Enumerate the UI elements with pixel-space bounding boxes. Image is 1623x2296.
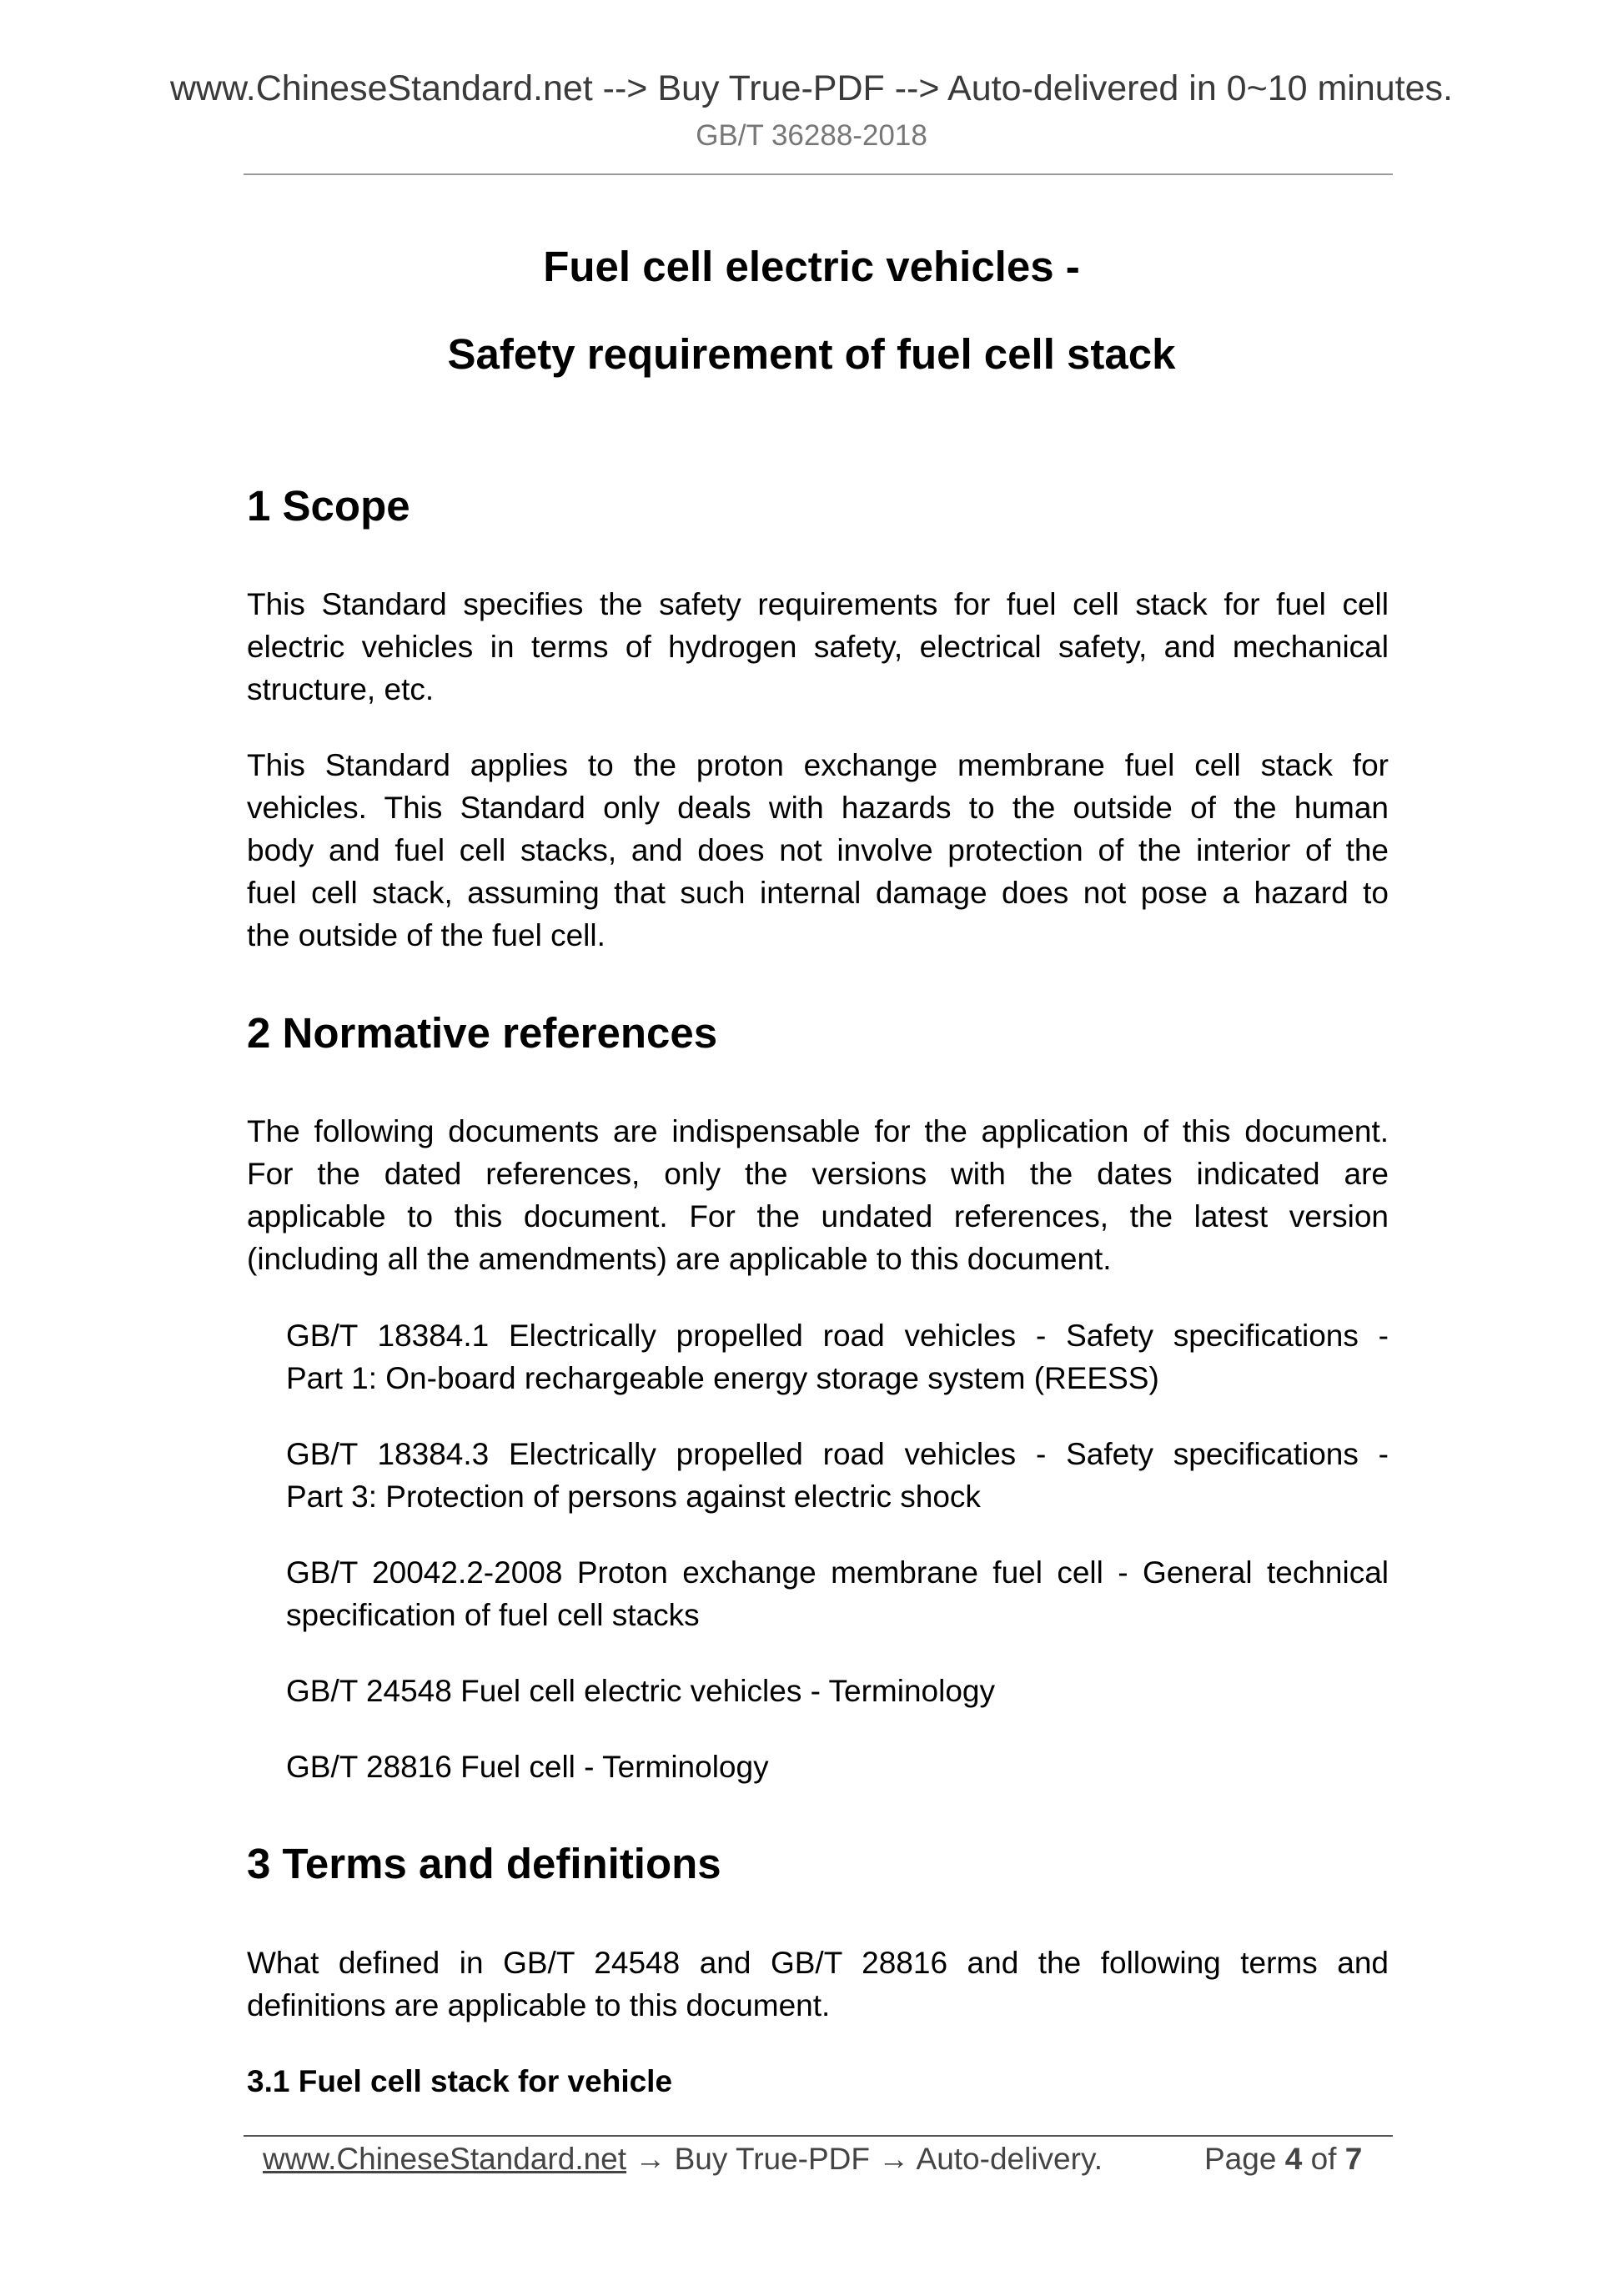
scope-paragraph-1 — [247, 583, 1389, 711]
text-line: specification of fuel cell stacks — [286, 1598, 700, 1632]
scope-paragraph-2 — [247, 744, 1389, 957]
terms-paragraph — [247, 1942, 1389, 2027]
text-line: (including all the amendments) are applicable to this document. — [247, 1242, 1112, 1276]
text-line: GB/T 20042.2-2008 Proton exchange membrane fuel cell - General technical — [286, 1555, 1389, 1590]
text-line: For the dated references, only the versions with the dates indicated are — [247, 1157, 1389, 1191]
text-line: This Standard specifies the safety requirements for fuel cell stack for fuel cell — [247, 587, 1389, 621]
text-line: structure, etc. — [247, 672, 435, 706]
footer-text: → Buy True-PDF → Auto-delivery. — [626, 2142, 1103, 2176]
text-line: This Standard applies to the proton exchange membrane fuel cell stack for — [247, 748, 1389, 782]
reference-item — [286, 1433, 1389, 1518]
normative-paragraph — [247, 1110, 1389, 1280]
text-line: electric vehicles in terms of hydrogen safety, electrical safety, and mechanical — [247, 630, 1389, 664]
title-line-1: Fuel cell electric vehicles - — [543, 243, 1080, 290]
text-line: GB/T 18384.3 Electrically propelled road vehicles - Safety specifications - — [286, 1437, 1389, 1471]
section-3-heading: 3 Terms and definitions — [247, 1840, 721, 1887]
text-line: Part 3: Protection of persons against electric shock — [286, 1480, 981, 1514]
page-label: Page — [1204, 2142, 1277, 2176]
reference-item — [286, 1314, 1389, 1399]
title-line-2: Safety requirement of fuel cell stack — [447, 330, 1176, 378]
text-line: body and fuel cell stacks, and does not involve protection of the interior of the — [247, 833, 1389, 867]
section-2-heading: 2 Normative references — [247, 1009, 718, 1057]
reference-item — [286, 1746, 1389, 1788]
standard-code: GB/T 36288-2018 — [696, 119, 927, 152]
page-indicator — [1204, 2138, 1362, 2180]
footer-promo — [263, 2138, 1103, 2180]
text-line: GB/T 28816 Fuel cell - Terminology — [286, 1750, 769, 1784]
text-line: GB/T 24548 Fuel cell electric vehicles - Terminology — [286, 1674, 996, 1708]
text-line: definitions are applicable to this document. — [247, 1988, 831, 2022]
text-line: What defined in GB/T 24548 and GB/T 28816 and the following terms and — [247, 1946, 1389, 1980]
footer-link[interactable]: www.ChineseStandard.net — [263, 2142, 627, 2176]
section-1-heading: 1 Scope — [247, 482, 410, 530]
header-banner: www.ChineseStandard.net --> Buy True-PDF --> Auto-delivered in 0~10 minutes. — [169, 68, 1453, 108]
text-line: The following documents are indispensable for the application of this document. — [247, 1114, 1389, 1148]
text-line: vehicles. This Standard only deals with hazards to the outside of the human — [247, 791, 1389, 825]
text-line: GB/T 18384.1 Electrically propelled road vehicles - Safety specifications - — [286, 1319, 1389, 1353]
text-line: fuel cell stack, assuming that such internal damage does not pose a hazard to — [247, 876, 1389, 910]
subsection-3-1-heading: 3.1 Fuel cell stack for vehicle — [247, 2064, 673, 2098]
text-line: the outside of the fuel cell. — [247, 918, 605, 952]
total-pages: 7 — [1344, 2142, 1363, 2176]
footer-divider — [244, 2135, 1393, 2137]
text-line: applicable to this document. For the undated references, the latest version — [247, 1199, 1389, 1233]
reference-item — [286, 1551, 1389, 1636]
text-line: Part 1: On-board rechargeable energy storage system (REESS) — [286, 1361, 1159, 1395]
reference-item — [286, 1670, 1389, 1712]
header-divider — [244, 173, 1393, 175]
of-label: of — [1310, 2142, 1337, 2176]
current-page: 4 — [1284, 2142, 1303, 2176]
